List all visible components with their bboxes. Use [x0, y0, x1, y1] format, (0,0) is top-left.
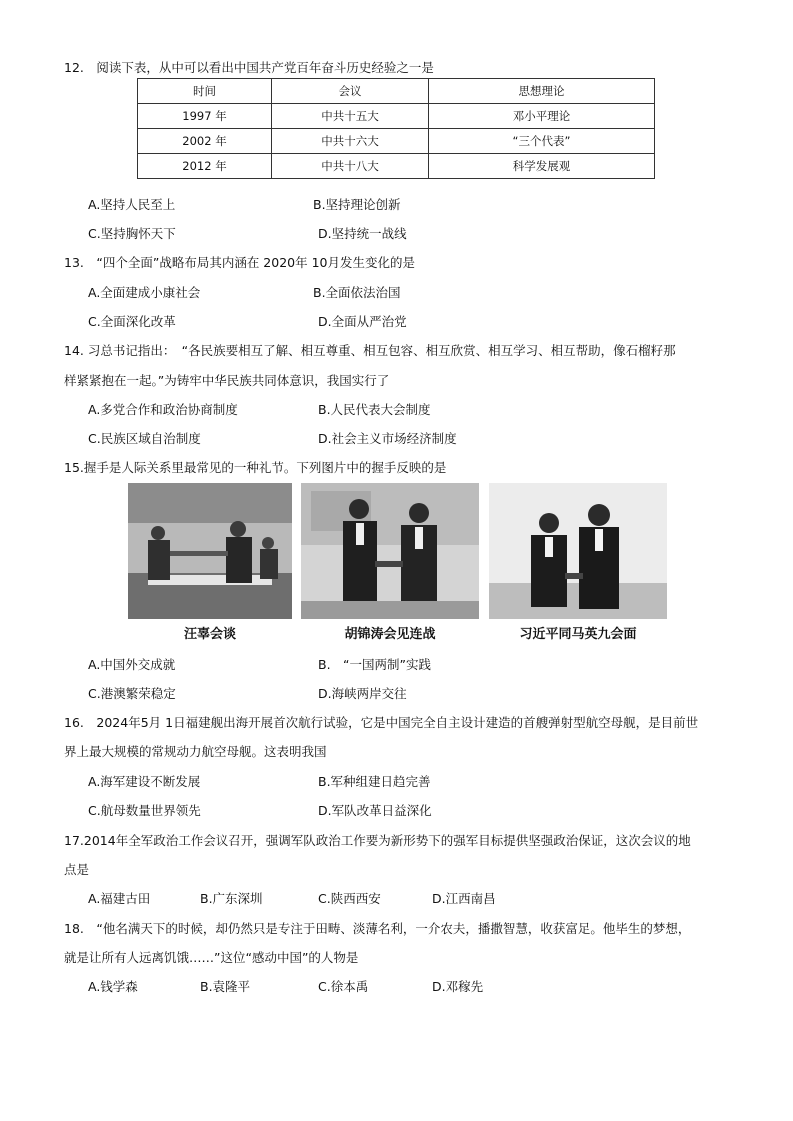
q14-option-b[interactable]: B.人民代表大会制度	[318, 402, 431, 417]
q15-option-d[interactable]: D.海峡两岸交往	[318, 686, 407, 701]
q13-option-d[interactable]: D.全面从严治党	[318, 314, 407, 329]
q14-option-c[interactable]: C.民族区域自治制度	[88, 431, 201, 446]
q17-option-d[interactable]: D.江西南昌	[432, 891, 496, 906]
table-header: 思想理论	[429, 79, 655, 104]
photo-caption-1: 汪辜会谈	[183, 627, 236, 642]
table-cell: 科学发展观	[429, 154, 655, 179]
q12-option-b[interactable]: B.坚持理论创新	[313, 197, 401, 212]
q15-stem: 15.握手是人际关系里最常见的一种礼节。下列图片中的握手反映的是	[64, 460, 447, 475]
table-row	[138, 104, 655, 129]
q12-stem: 12. 阅读下表，从中可以看出中国共产党百年奋斗历史经验之一是	[64, 60, 434, 75]
photo-xi-ma-meeting	[489, 483, 667, 619]
q12-option-c[interactable]: C.坚持胸怀天下	[88, 226, 176, 241]
q17-option-c[interactable]: C.陕西西安	[318, 891, 381, 906]
q17-option-b[interactable]: B.广东深圳	[200, 891, 263, 906]
q13-option-b[interactable]: B.全面依法治国	[313, 285, 401, 300]
q14-stem-line2: 样紧紧抱在一起。”为铸牢中华民族共同体意识，我国实行了	[64, 373, 390, 388]
q16-option-a[interactable]: A.海军建设不断发展	[88, 774, 201, 789]
q18-stem-line2: 就是让所有人远离饥饿……”这位“感动中国”的人物是	[64, 950, 359, 965]
q12-option-a[interactable]: A.坚持人民至上	[88, 197, 176, 212]
table-cell: 中共十六大	[272, 129, 429, 154]
q17-stem-line1: 17.2014年全军政治工作会议召开，强调军队政治工作要为新形势下的强军目标提供坚强政治保证，这次会议的地	[64, 833, 691, 848]
q16-option-b[interactable]: B.军种组建日趋完善	[318, 774, 431, 789]
q13-option-a[interactable]: A.全面建成小康社会	[88, 285, 201, 300]
q18-option-c[interactable]: C.徐本禹	[318, 979, 369, 994]
q16-stem-line1: 16. 2024年5月 1日福建舰出海开展首次航行试验，它是中国完全自主设计建造的首艘弹射型航空母舰，是目前世	[64, 715, 699, 730]
photo-wang-koo-talks	[128, 483, 292, 619]
q18-option-b[interactable]: B.袁隆平	[200, 979, 251, 994]
table-cell: 中共十八大	[272, 154, 429, 179]
table-cell: “三个代表”	[429, 129, 655, 154]
q18-stem-line1: 18. “他名满天下的时候，却仍然只是专注于田畴、淡薄名利，一介农夫，播撒智慧，收获富足。他毕生的梦想，	[64, 921, 691, 936]
q17-stem-line2: 点是	[64, 862, 90, 877]
table-row	[138, 129, 655, 154]
q14-option-d[interactable]: D.社会主义市场经济制度	[318, 431, 457, 446]
q18-option-d[interactable]: D.邓稼先	[432, 979, 484, 994]
q15-option-b[interactable]: B. “一国两制”实践	[318, 657, 432, 672]
table-cell: 1997 年	[138, 104, 272, 129]
table-cell: 邓小平理论	[429, 104, 655, 129]
table-row	[138, 154, 655, 179]
q14-stem-line1: 14. 习总书记指出： “各民族要相互了解、相互尊重、相互包容、相互欣赏、相互学习、相互帮助，像石榴籽那	[64, 343, 676, 358]
q13-stem: 13. “四个全面”战略布局其内涵在 2020年 10月发生变化的是	[64, 255, 415, 270]
q12-option-d[interactable]: D.坚持统一战线	[318, 226, 407, 241]
photo-caption-2: 胡锦涛会见连战	[344, 627, 436, 642]
photo-caption-3: 习近平同马英九会面	[519, 627, 637, 642]
table-cell: 中共十五大	[272, 104, 429, 129]
q16-option-d[interactable]: D.军队改革日益深化	[318, 803, 432, 818]
q15-option-a[interactable]: A.中国外交成就	[88, 657, 176, 672]
table-cell: 2012 年	[138, 154, 272, 179]
q15-option-c[interactable]: C.港澳繁荣稳定	[88, 686, 176, 701]
q14-option-a[interactable]: A.多党合作和政治协商制度	[88, 402, 238, 417]
q18-option-a[interactable]: A.钱学森	[88, 979, 138, 994]
q12-table	[137, 78, 655, 179]
q16-option-c[interactable]: C.航母数量世界领先	[88, 803, 201, 818]
table-cell: 2002 年	[138, 129, 272, 154]
q16-stem-line2: 界上最大规模的常规动力航空母舰。这表明我国	[64, 744, 327, 759]
photo-hu-lien-meeting	[301, 483, 479, 619]
table-header-row	[138, 79, 655, 104]
q17-option-a[interactable]: A.福建古田	[88, 891, 151, 906]
table-header: 时间	[138, 79, 272, 104]
table-header: 会议	[272, 79, 429, 104]
q13-option-c[interactable]: C.全面深化改革	[88, 314, 176, 329]
